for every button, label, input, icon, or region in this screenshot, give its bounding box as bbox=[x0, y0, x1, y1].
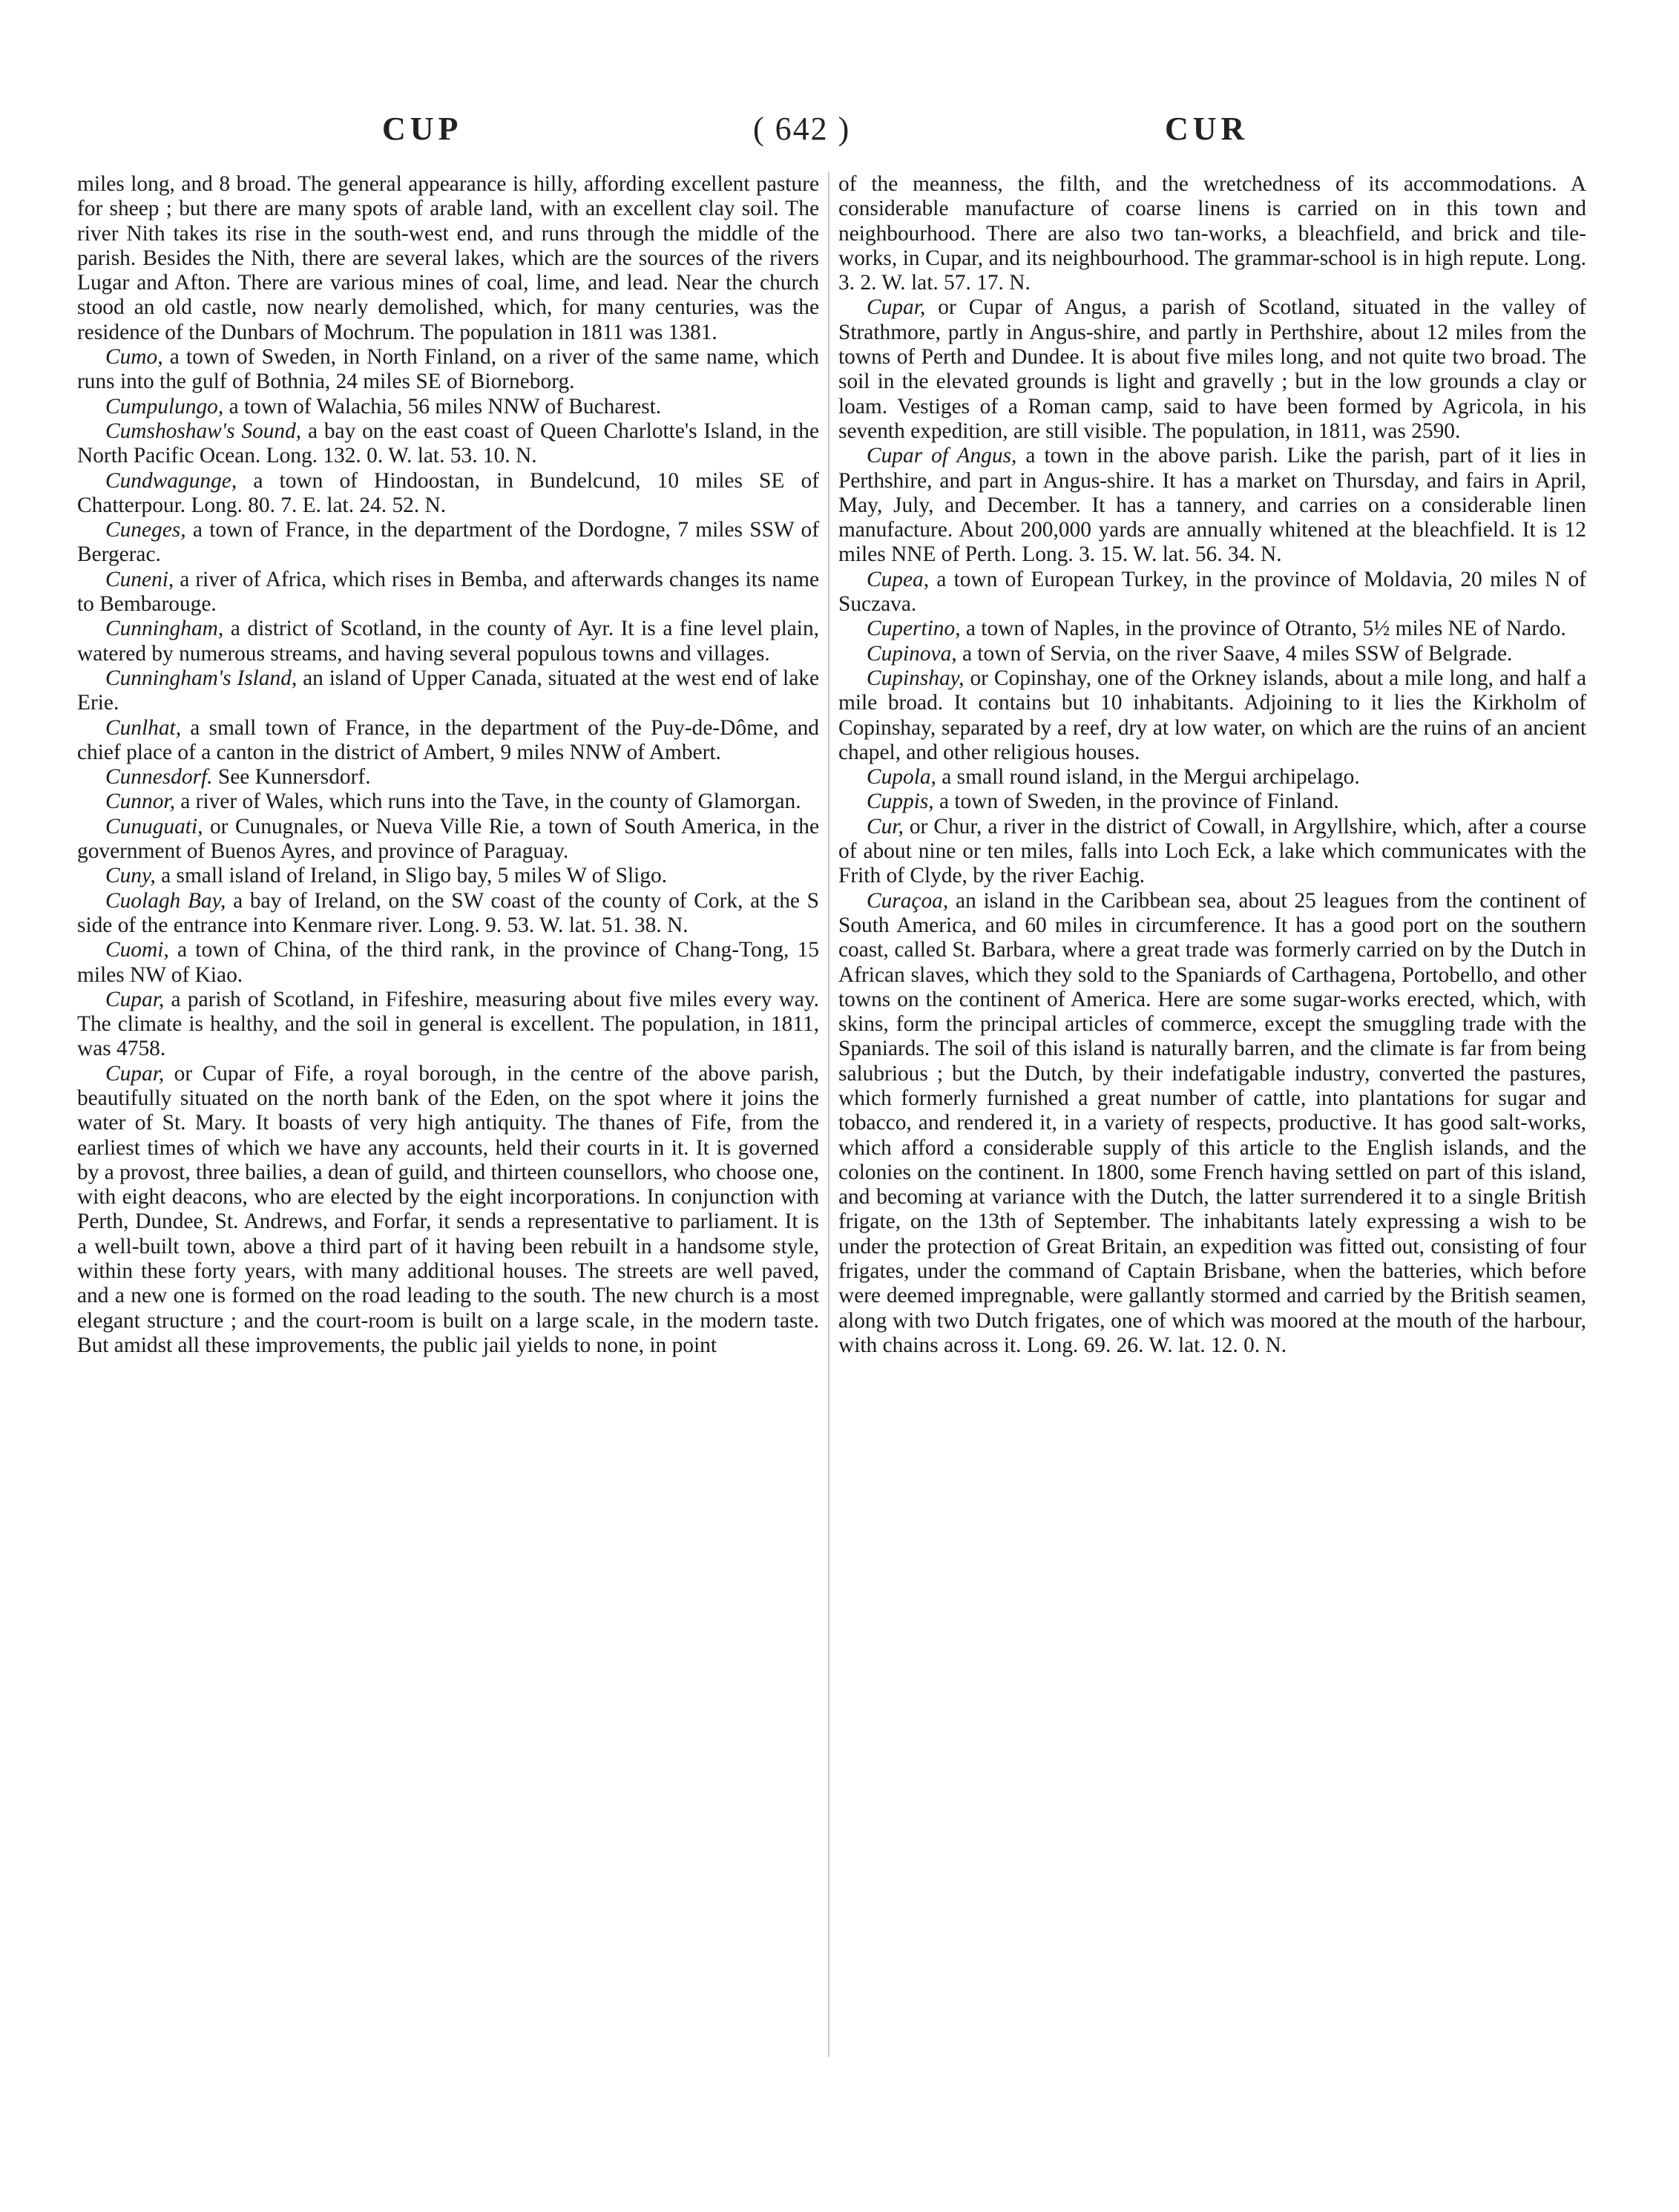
entry-headword: Cuneni, bbox=[105, 567, 174, 591]
entry-text: or Cunugnales, or Nueva Ville Rie, a town of South America, in the government of Buenos Ayres, and province of Paraguay. bbox=[77, 814, 819, 864]
entry-headword: Cur, bbox=[867, 814, 904, 838]
entry-headword: Cupinshay, bbox=[867, 666, 965, 690]
entry-text: a river of Wales, which runs into the Tave, in the county of Glamorgan. bbox=[174, 790, 801, 814]
entry-headword: Cupinova, bbox=[867, 641, 957, 666]
gazetteer-entry bbox=[77, 469, 819, 519]
entry-text: or Copinshay, one of the Orkney islands, about a mile long, and half a mile broad. It contains but 10 inhabitants. Adjoining to it lies the Kirkholm of Copinshay, separated by a reef, dry at low water, on which are the ruins of an ancient chapel, and other religious houses. bbox=[838, 666, 1586, 764]
entry-headword: Cunlhat, bbox=[105, 715, 182, 740]
entry-headword: Cuneges, bbox=[105, 518, 186, 542]
gazetteer-entry bbox=[77, 395, 819, 419]
gazetteer-entry bbox=[77, 666, 819, 716]
entry-text: a small town of France, in the department of the Puy-de-Dôme, and chief place of a canton in the district of Ambert, 9 miles NNW of Ambert. bbox=[77, 715, 819, 764]
entry-headword: Cunuguati, bbox=[105, 814, 203, 838]
entry-text: a bay of Ireland, on the SW coast of the county of Cork, at the S side of the entrance into Kenmare river. Long. 9. 53. W. lat. 51. 38. N. bbox=[77, 888, 820, 937]
header-right-guideword: CUR bbox=[1165, 111, 1249, 147]
gazetteer-entry bbox=[838, 617, 1586, 641]
entry-text: a town in the above parish. Like the parish, part of it lies in Perthshire, and part in Angus-shire. It has a market on Thursday, and fairs in April, May, July, and December. It has a tannery, and carries on a considerable linen manufacture. About 200,000 yards are annually whitened at the bleachfield. It is 12 miles NNE of Perth. Long. 3. 15. W. lat. 56. 34. N. bbox=[838, 444, 1586, 567]
entry-text: of the meanness, the filth, and the wretchedness of its accommodations. A considerable manufacture of coarse linens is carried on in this town and neighbourhood. There are also two tan-works, a bleachfield, and brick and tile-works, in Cupar, and its neighbourhood. The grammar-school is in high repute. Long. 3. 2. W. lat. 57. 17. N. bbox=[838, 172, 1586, 295]
entry-headword: Cuolagh Bay, bbox=[105, 888, 226, 913]
entry-text: a town of Sweden, in North Finland, on a river of the same name, which runs into the gulf of Bothnia, 24 miles SE of Biorneborg. bbox=[77, 345, 819, 394]
page-number: ( 642 ) bbox=[753, 111, 851, 147]
entry-text: an island in the Caribbean sea, about 25 leagues from the continent of South America, and 60 miles in circumference. It has a good port on the southern coast, called St. Barbara, where a great trade was formerly carried on by the Dutch in African slaves, which they sold to the Spaniards of Carthagena, Portobello, and other towns on the continent of America. Here are some sugar-works erected, which, with skins, form the principal articles of commerce, except the smuggling trade with the Spaniards. The soil of this island is naturally barren, and the climate is far from being salubrious ; but the Dutch, by their indefatigable industry, converted the pastures, which formerly furnished a great number of cattle, into plantations for sugar and tobacco, and rendered it, in a variety of respects, productive. It has good salt-works, which afford a considerable supply of this article to the English islands, and the colonies on the continent. In 1800, some French having settled on part of this island, and becoming at variance with the Dutch, the latter surrendered it to a single British frigate, on the 13th of September. The inhabitants lately expressing a wish to be under the protection of Great Britain, an expedition was fitted out, consisting of four frigates, under the command of Captain Brisbane, when the batteries, which before were deemed impregnable, were gallantly stormed and carried by the British seamen, along with two Dutch frigates, one of which was moored at the mouth of the harbour, with chains across it. Long. 69. 26. W. lat. 12. 0. N. bbox=[838, 888, 1586, 1357]
gazetteer-entry bbox=[838, 889, 1586, 1359]
entry-text: a town of Sweden, in the province of Finland. bbox=[933, 790, 1339, 814]
entry-headword: Cumpulungo, bbox=[105, 394, 224, 419]
entry-text: a town of Naples, in the province of Otranto, 5½ miles NE of Nardo. bbox=[960, 617, 1566, 641]
column-divider bbox=[828, 172, 829, 2057]
entry-text: or Cupar of Angus, a parish of Scotland, situated in the valley of Strathmore, partly in Angus-shire, and partly in Perthshire, about 12 miles from the towns of Perth and Dundee. It is about five miles long, and not quite two broad. The soil in the elevated grounds is light and gravelly ; but in the low grounds a clay or loam. Vestiges of a Roman camp, said to have been formed by Agricola, in his seventh expedition, are still visible. The population, in 1811, was 2590. bbox=[838, 295, 1586, 443]
gazetteer-entry bbox=[77, 889, 819, 939]
entry-text: a town of Servia, on the river Saave, 4 miles SSW of Belgrade. bbox=[956, 641, 1513, 666]
entry-headword: Cunnor, bbox=[105, 790, 175, 814]
entry-headword: Cupar, bbox=[105, 987, 165, 1011]
gazetteer-entry bbox=[838, 444, 1586, 567]
gazetteer-entry bbox=[77, 345, 819, 395]
entry-headword: Cupola, bbox=[867, 765, 936, 790]
entry-text: a small round island, in the Mergui archipelago. bbox=[936, 765, 1360, 790]
entry-text: a district of Scotland, in the county of Ayr. It is a fine level plain, watered by numerous streams, and having several populous towns and villages. bbox=[77, 617, 819, 666]
entry-headword: Cumo, bbox=[105, 345, 163, 370]
gazetteer-entry bbox=[77, 938, 819, 988]
entry-text: a town of Walachia, 56 miles NNW of Bucharest. bbox=[223, 394, 662, 419]
entry-headword: Cundwagunge, bbox=[105, 468, 237, 493]
entry-headword: Cupar of Angus, bbox=[867, 444, 1017, 468]
entry-headword: Cuppis, bbox=[867, 790, 934, 814]
entry-headword: Cupar, bbox=[105, 1061, 165, 1086]
entry-headword: Cupea, bbox=[867, 567, 930, 591]
entry-text: a town of France, in the department of the Dordogne, 7 miles SSW of Bergerac. bbox=[77, 518, 819, 567]
gazetteer-entry bbox=[77, 765, 819, 790]
gazetteer-entry bbox=[77, 988, 819, 1062]
entry-headword: Cupertino, bbox=[867, 617, 961, 641]
gazetteer-entry bbox=[77, 518, 819, 568]
entry-text: a town of Hindoostan, in Bundelcund, 10 miles SE of Chatterpour. Long. 80. 7. E. lat. 24. 52. N. bbox=[77, 468, 819, 517]
gazetteer-entry bbox=[77, 716, 819, 766]
entry-headword: Cumshoshaw's Sound, bbox=[105, 419, 302, 443]
entry-headword: Cunningham, bbox=[105, 617, 224, 641]
gazetteer-entry bbox=[77, 815, 819, 864]
gazetteer-entry bbox=[77, 864, 819, 888]
entry-headword: Curaçoa, bbox=[867, 888, 949, 913]
gazetteer-entry bbox=[77, 172, 819, 345]
entry-text: or Cupar of Fife, a royal borough, in the centre of the above parish, beautifully situated on the north bank of the Eden, on the spot where it joins the water of St. Mary. It boasts of very high antiquity. The thanes of Fife, from the earliest times of which we have any accounts, held their courts in it. It is governed by a provost, three bailies, a dean of guild, and thirteen counsellors, who choose one, with eight deacons, who are elected by the eight incorporations. In conjunction with Perth, Dundee, St. Andrews, and Forfar, it sends a representative to parliament. It is a well-built town, above a third part of it having been rebuilt in a handsome style, within these forty years, with many additional houses. The streets are well paved, and a new one is formed on the road leading to the south. The new church is a most elegant structure ; and the court-room is built on a large scale, in the modern taste. But amidst all these improvements, the public jail yields to none, in point bbox=[77, 1061, 819, 1357]
entry-headword: Cuomi, bbox=[105, 938, 169, 962]
entry-text: a river of Africa, which rises in Bemba, and afterwards changes its name to Bembarouge. bbox=[77, 567, 819, 617]
entry-text: an island of Upper Canada, situated at the west end of lake Erie. bbox=[77, 666, 819, 715]
entry-headword: Cunnesdorf. bbox=[105, 765, 213, 790]
gazetteer-entry bbox=[838, 172, 1586, 295]
header-left-guideword: CUP bbox=[382, 111, 463, 147]
gazetteer-entry bbox=[77, 568, 819, 617]
entry-headword: Cupar, bbox=[867, 295, 926, 320]
gazetteer-entry bbox=[838, 568, 1586, 617]
gazetteer-entry bbox=[77, 419, 819, 469]
running-header bbox=[0, 110, 1679, 154]
gazetteer-entry bbox=[838, 815, 1586, 889]
gazetteer-entry bbox=[838, 642, 1586, 666]
gazetteer-entry bbox=[838, 790, 1586, 814]
right-column bbox=[838, 172, 1586, 1358]
entry-text: miles long, and 8 broad. The general appearance is hilly, affording excellent pasture for sheep ; but there are many spots of arable land, with an excellent clay soil. The river Nith takes its rise in the south-west end, and runs through the middle of the parish. Besides the Nith, there are several lakes, which are the sources of the rivers Lugar and Afton. There are various mines of coal, lime, and lead. Near the church stood an old castle, now nearly demolished, which, for many centuries, was the residence of the Dunbars of Mochrum. The population in 1811 was 1381. bbox=[77, 172, 819, 344]
entry-text: a small island of Ireland, in Sligo bay, 5 miles W of Sligo. bbox=[155, 864, 668, 888]
gazetteer-entry bbox=[77, 790, 819, 814]
gazetteer-entry bbox=[77, 1062, 819, 1359]
entry-text: a bay on the east coast of Queen Charlotte's Island, in the North Pacific Ocean. Long. 132. 0. W. lat. 53. 10. N. bbox=[77, 419, 819, 468]
gazetteer-entry bbox=[838, 295, 1586, 444]
left-column bbox=[77, 172, 819, 1358]
entry-text: a town of European Turkey, in the province of Moldavia, 20 miles N of Suczava. bbox=[838, 567, 1586, 617]
entry-text: a parish of Scotland, in Fifeshire, measuring about five miles every way. The climate is healthy, and the soil in general is excellent. The population, in 1811, was 4758. bbox=[77, 987, 819, 1061]
entry-headword: Cunningham's Island, bbox=[105, 666, 298, 690]
gazetteer-entry bbox=[838, 765, 1586, 790]
gazetteer-entry bbox=[838, 666, 1586, 765]
entry-text: See Kunnersdorf. bbox=[212, 765, 371, 790]
entry-text: a town of China, of the third rank, in the province of Chang-Tong, 15 miles NW of Kiao. bbox=[77, 938, 819, 987]
entry-text: or Chur, a river in the district of Cowall, in Argyllshire, which, after a course of about nine or ten miles, falls into Loch Eck, a lake which communicates with the Frith of Clyde, by the river Eachig. bbox=[838, 814, 1586, 888]
entry-headword: Cuny, bbox=[105, 864, 156, 888]
gazetteer-entry bbox=[77, 617, 819, 666]
